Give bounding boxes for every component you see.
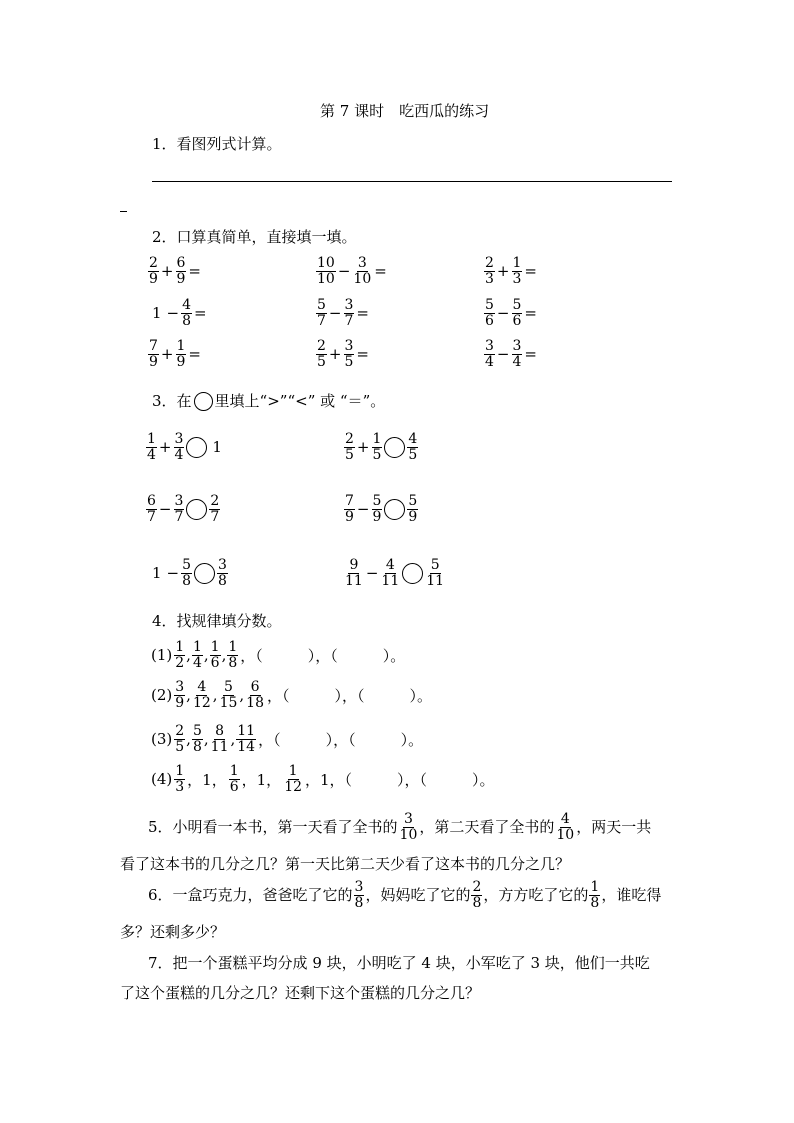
equals-sign: =	[356, 304, 369, 323]
numerator: 4	[408, 431, 418, 447]
denominator: 4	[512, 353, 522, 370]
fraction	[512, 298, 523, 328]
question-6-text-4: ，谁吃得	[601, 885, 662, 904]
denominator: 3	[485, 270, 494, 287]
denominator: 7	[147, 508, 156, 525]
comma: ,	[186, 686, 191, 705]
compare-circle-icon[interactable]	[384, 437, 405, 458]
fraction	[484, 298, 495, 328]
fraction	[372, 432, 383, 462]
sequence-fraction	[210, 640, 221, 670]
calc-item	[147, 339, 202, 369]
numerator: 3	[175, 679, 185, 695]
row-index: (4)	[151, 770, 173, 789]
question-7-line-1: 7．把一个蛋糕平均分成 9 块，小明吃了 4 块，小军吃了 3 块，他们一共吃	[148, 954, 650, 972]
fraction	[316, 339, 327, 369]
numerator: 4	[560, 811, 570, 827]
question-1-label: 1．看图列式计算。	[152, 135, 282, 153]
question-6-line-2: 多？还剩多少？	[120, 923, 226, 942]
numerator: 3	[174, 493, 184, 509]
numerator: 11	[237, 723, 256, 739]
denominator: 8	[182, 572, 192, 589]
denominator: 4	[192, 654, 202, 671]
denominator: 2	[175, 654, 185, 671]
fraction	[217, 558, 228, 588]
numerator: 3	[174, 431, 184, 447]
answer-blanks: ，1，（ ），（ ）。	[305, 770, 495, 789]
denominator: 6	[229, 778, 239, 795]
numerator: 1	[372, 431, 382, 447]
numerator: 5	[372, 493, 382, 509]
question-3-label-end: 里填上“>”“<” 或 “＝”。	[214, 392, 386, 410]
fraction	[344, 494, 355, 524]
numerator: 2	[345, 431, 354, 447]
denominator: 9	[176, 270, 186, 287]
numerator: 4	[385, 557, 395, 573]
fraction	[407, 432, 418, 462]
denominator: 5	[344, 353, 354, 370]
denominator: 7	[174, 508, 184, 525]
numerator: 4	[182, 297, 192, 313]
operator: −	[158, 500, 172, 519]
denominator: 9	[149, 270, 158, 287]
denominator: 11	[210, 738, 229, 755]
operator: +	[158, 438, 172, 457]
denominator: 12	[192, 694, 211, 711]
question-6-text-2: ，妈妈吃了它的	[365, 885, 471, 904]
denominator: 9	[149, 353, 158, 370]
numerator: 7	[345, 493, 354, 509]
denominator: 15	[219, 694, 238, 711]
denominator: 8	[228, 654, 238, 671]
fraction	[209, 494, 220, 524]
fraction	[176, 339, 187, 369]
question-3-label	[152, 392, 385, 411]
fraction	[425, 558, 445, 588]
comma: ,	[186, 730, 191, 749]
denominator: 5	[317, 353, 326, 370]
numerator: 6	[147, 493, 156, 509]
denominator: 8	[182, 312, 192, 329]
numerator: 1	[590, 879, 600, 895]
compare-circle-icon[interactable]	[402, 563, 423, 584]
fraction	[148, 339, 159, 369]
question-4-label: 4．找规律填分数。	[152, 612, 282, 630]
equals-sign: =	[188, 262, 201, 281]
comma: ,	[239, 686, 245, 705]
numerator: 3	[344, 297, 354, 313]
fraction	[174, 432, 185, 462]
compare-item	[343, 558, 446, 588]
question-5-line-2: 看了这本书的几分之几？第一天比第二天少看了这本书的几分之几？	[120, 855, 571, 874]
fraction	[380, 558, 400, 588]
row-index: (3)	[151, 730, 173, 749]
operator: −	[166, 564, 180, 583]
fraction	[344, 339, 355, 369]
numerator: 2	[317, 338, 326, 354]
numerator: 5	[512, 297, 522, 313]
denominator: 7	[317, 312, 326, 329]
compare-item	[343, 432, 419, 462]
numerator: 3	[485, 338, 494, 354]
denominator: 11	[345, 572, 363, 589]
equals-sign: =	[374, 262, 387, 281]
equals-sign: =	[524, 345, 537, 364]
numerator: 3	[218, 557, 227, 573]
operator: −	[365, 564, 379, 583]
operator: −	[496, 304, 510, 323]
fraction	[146, 432, 157, 462]
denominator: 9	[345, 508, 354, 525]
equals-sign: =	[194, 304, 207, 323]
question-6-fraction-1	[354, 880, 365, 910]
denominator: 9	[372, 508, 382, 525]
calc-item	[147, 256, 202, 286]
separator: ，1，	[241, 770, 282, 789]
sequence-fraction	[174, 640, 185, 670]
denominator: 11	[381, 572, 400, 589]
numerator: 1	[229, 763, 239, 779]
comma: ,	[230, 730, 236, 749]
fraction	[316, 298, 327, 328]
denominator: 8	[218, 572, 227, 589]
sequence-fraction	[174, 680, 185, 710]
question-5-line-1	[120, 812, 676, 842]
numerator: 8	[215, 723, 225, 739]
operator: +	[160, 262, 174, 281]
operator: −	[166, 304, 180, 323]
sequence-fraction	[283, 764, 303, 794]
question-6-text-3: ，方方吃了它的	[483, 885, 589, 904]
compare-item	[343, 494, 419, 524]
denominator: 6	[485, 312, 494, 329]
answer-blanks: ，（ ），（ ）。	[240, 646, 406, 665]
answer-blanks: ，（ ），（ ）。	[258, 730, 424, 749]
fraction	[407, 494, 418, 524]
denominator: 11	[426, 572, 445, 589]
numerator: 1	[192, 639, 202, 655]
numerator: 10	[317, 255, 335, 271]
denominator: 12	[284, 778, 303, 795]
numerator: 3	[344, 338, 354, 354]
numerator: 5	[224, 679, 233, 695]
numerator: 1	[210, 639, 220, 655]
denominator: 8	[354, 894, 364, 911]
denominator: 5	[408, 446, 418, 463]
numerator: 5	[430, 557, 440, 573]
question-6-fraction-2	[471, 880, 482, 910]
numerator: 6	[176, 255, 186, 271]
operator: −	[496, 345, 510, 364]
numerator: 5	[485, 297, 494, 313]
denominator: 10	[317, 270, 335, 287]
numerator: 9	[349, 557, 359, 573]
compare-item	[145, 432, 223, 462]
numerator: 2	[210, 493, 220, 509]
operator: +	[328, 345, 342, 364]
compare-circle-icon[interactable]	[186, 437, 207, 458]
equals-sign: =	[524, 262, 537, 281]
compare-circle-icon	[194, 392, 213, 411]
pattern-row	[150, 724, 424, 754]
denominator: 5	[372, 446, 382, 463]
numerator: 3	[404, 811, 413, 827]
fraction	[484, 339, 495, 369]
denominator: 6	[210, 654, 220, 671]
fraction	[344, 432, 355, 462]
numerator: 3	[354, 879, 364, 895]
fraction	[484, 256, 495, 286]
numerator: 3	[512, 338, 522, 354]
sequence-fraction	[245, 680, 265, 710]
whole-number: 1	[212, 438, 222, 457]
comma: ,	[203, 646, 209, 665]
denominator: 14	[237, 738, 256, 755]
question-3-label-start: 3．在	[152, 392, 192, 410]
calc-item	[315, 256, 388, 286]
denominator: 5	[345, 446, 354, 463]
answer-line	[152, 181, 672, 182]
margin-dash	[120, 211, 127, 212]
question-5-text-3: ，两天一共	[576, 817, 652, 836]
calc-item	[147, 298, 208, 328]
calc-item	[315, 339, 370, 369]
denominator: 3	[175, 778, 185, 795]
numerator: 1	[175, 639, 185, 655]
equals-sign: =	[524, 304, 537, 323]
calc-item	[483, 339, 538, 369]
denominator: 3	[512, 270, 522, 287]
numerator: 2	[472, 879, 482, 895]
compare-item	[145, 558, 229, 588]
denominator: 8	[192, 738, 202, 755]
denominator: 7	[210, 508, 220, 525]
compare-item	[145, 494, 221, 524]
numerator: 1	[228, 639, 238, 655]
comma: ,	[203, 730, 209, 749]
calc-item	[483, 298, 538, 328]
calc-item	[483, 256, 538, 286]
fraction	[176, 256, 187, 286]
fraction	[146, 494, 157, 524]
fraction	[174, 494, 185, 524]
denominator: 6	[512, 312, 522, 329]
operator: +	[160, 345, 174, 364]
whole-number: 1	[152, 564, 162, 583]
compare-circle-icon[interactable]	[194, 563, 215, 584]
sequence-fraction	[219, 680, 239, 710]
numerator: 5	[317, 297, 326, 313]
compare-circle-icon[interactable]	[384, 499, 405, 520]
denominator: 10	[353, 270, 372, 287]
numerator: 4	[197, 679, 207, 695]
question-5-fraction-1	[399, 812, 419, 842]
page-title: 第 7 课时 吃西瓜的练习	[320, 102, 490, 120]
calc-item	[315, 298, 370, 328]
numerator: 6	[250, 679, 260, 695]
sequence-fraction	[192, 640, 203, 670]
numerator: 1	[147, 431, 156, 447]
denominator: 5	[175, 738, 185, 755]
question-6	[120, 880, 676, 940]
sequence-fraction	[174, 724, 185, 754]
sequence-fraction	[192, 724, 203, 754]
fraction	[181, 558, 192, 588]
operator: −	[356, 500, 370, 519]
numerator: 5	[182, 557, 192, 573]
question-5	[120, 812, 676, 872]
pattern-row	[150, 764, 496, 794]
compare-circle-icon[interactable]	[186, 499, 207, 520]
question-6-text-1: 6．一盒巧克力，爸爸吃了它的	[148, 885, 353, 904]
denominator: 4	[485, 353, 494, 370]
question-6-fraction-3	[589, 880, 600, 910]
numerator: 5	[192, 723, 202, 739]
denominator: 4	[147, 446, 156, 463]
fraction	[181, 298, 192, 328]
operator: −	[337, 262, 351, 281]
question-6-line-1	[120, 880, 676, 910]
operator: +	[496, 262, 510, 281]
denominator: 8	[472, 894, 482, 911]
denominator: 9	[175, 694, 185, 711]
sequence-fraction	[229, 764, 240, 794]
numerator: 2	[485, 255, 494, 271]
fraction	[344, 298, 355, 328]
sequence-fraction	[227, 640, 238, 670]
sequence-fraction	[192, 680, 212, 710]
numerator: 2	[149, 255, 158, 271]
comma: ,	[212, 686, 218, 705]
fraction	[352, 256, 372, 286]
equals-sign: =	[188, 345, 201, 364]
question-2-label: 2．口算真简单，直接填一填。	[152, 228, 357, 246]
fraction	[148, 256, 159, 286]
sequence-fraction	[236, 724, 256, 754]
denominator: 9	[408, 508, 418, 525]
denominator: 9	[176, 353, 186, 370]
numerator: 1	[288, 763, 298, 779]
numerator: 7	[149, 338, 158, 354]
question-7	[120, 956, 676, 1001]
denominator: 7	[344, 312, 354, 329]
fraction	[344, 558, 364, 588]
whole-number: 1	[152, 304, 162, 323]
answer-blanks: ，（ ），（ ）。	[267, 686, 433, 705]
pattern-row	[150, 680, 433, 710]
numerator: 1	[175, 763, 185, 779]
row-index: (1)	[151, 646, 173, 665]
question-5-fraction-2	[555, 812, 575, 842]
comma: ,	[186, 646, 191, 665]
sequence-fraction	[174, 764, 185, 794]
fraction	[512, 339, 523, 369]
numerator: 5	[408, 493, 418, 509]
numerator: 2	[175, 723, 185, 739]
sequence-fraction	[210, 724, 230, 754]
operator: −	[328, 304, 342, 323]
denominator: 4	[174, 446, 184, 463]
comma: ,	[221, 646, 227, 665]
pattern-row	[150, 640, 406, 670]
numerator: 3	[357, 255, 367, 271]
denominator: 10	[556, 826, 575, 843]
row-index: (2)	[151, 686, 173, 705]
fraction	[372, 494, 383, 524]
question-5-text-2: ，第二天看了全书的	[419, 817, 555, 836]
equals-sign: =	[356, 345, 369, 364]
denominator: 10	[399, 826, 418, 843]
fraction	[316, 256, 336, 286]
fraction	[512, 256, 523, 286]
numerator: 1	[176, 338, 186, 354]
denominator: 18	[246, 694, 264, 711]
operator: +	[356, 438, 370, 457]
denominator: 8	[590, 894, 600, 911]
numerator: 1	[512, 255, 522, 271]
separator: ，1，	[187, 770, 227, 789]
question-7-line-2: 了这个蛋糕的几分之几？还剩下这个蛋糕的几分之几？	[120, 984, 481, 1002]
question-5-text-1: 5．小明看一本书，第一天看了全书的	[148, 817, 398, 836]
